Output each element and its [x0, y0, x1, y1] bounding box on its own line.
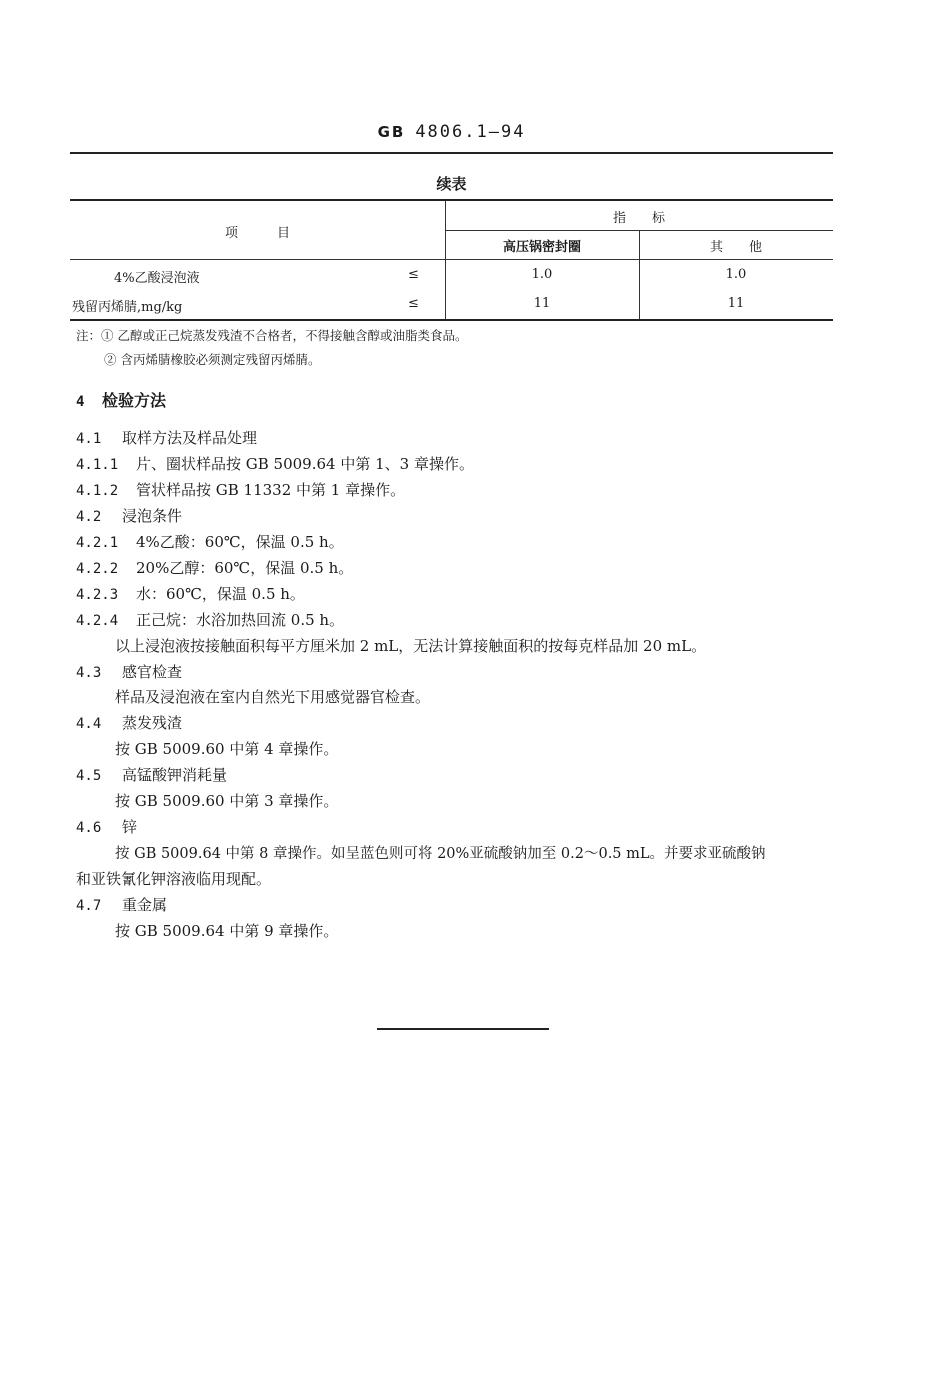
section-heading	[76, 388, 166, 411]
table-caption: 续表	[436, 175, 467, 193]
section-number: 4	[76, 394, 85, 410]
clause-4-6: 4.6 锌	[76, 818, 138, 836]
clause-4-4-body: 按 GB 5009.60 中第 4 章操作。	[115, 740, 339, 758]
row-value-other: 11	[727, 296, 745, 311]
row-value-seal-ring: 1.0	[531, 267, 553, 282]
clause-4-6-body-cont: 和亚铁氰化钾溶液临用现配。	[76, 870, 272, 888]
table-note-2: ② 含丙烯腈橡胶必须测定残留丙烯腈。	[104, 352, 321, 367]
header-rule	[70, 152, 833, 154]
clause-4-2-2: 4.2.2 20%乙醇：60℃，保温 0.5 h。	[76, 559, 354, 577]
clause-4-2-1: 4.2.1 4%乙酸：60℃，保温 0.5 h。	[76, 533, 344, 551]
column-header-item: 项 目	[224, 226, 290, 241]
clause-4-7: 4.7 重金属	[76, 896, 168, 914]
clause-4-1-2: 4.1.2 管状样品按 GB 11332 中第 1 章操作。	[76, 481, 406, 499]
clause-4-2-3: 4.2.3 水：60℃，保温 0.5 h。	[76, 585, 305, 603]
clause-4-1: 4.1 取样方法及样品处理	[76, 429, 258, 447]
row-operator: ≤	[408, 267, 419, 282]
standard-number: 4806.1—94	[415, 122, 526, 142]
clause-4-7-body: 按 GB 5009.64 中第 9 章操作。	[115, 922, 339, 940]
clause-4-6-body: 按 GB 5009.64 中第 8 章操作。如呈蓝色则可将 20%亚硫酸钠加至 0.2～0.5 mL。并要求亚硫酸钠	[115, 846, 766, 862]
clause-4-4: 4.4 蒸发残渣	[76, 714, 183, 732]
column-header-seal-ring: 高压锅密封圈	[502, 240, 581, 255]
limits-table	[70, 199, 833, 321]
row-operator: ≤	[408, 296, 419, 311]
end-rule	[377, 1028, 549, 1030]
row-name: 残留丙烯腈,mg/kg	[72, 300, 183, 315]
row-name: 4%乙酸浸泡液	[114, 271, 200, 286]
page-header	[70, 122, 833, 142]
row-value-other: 1.0	[725, 267, 747, 282]
clause-4-5-body: 按 GB 5009.60 中第 3 章操作。	[115, 792, 339, 810]
table-divider	[445, 230, 833, 231]
row-value-seal-ring: 11	[533, 296, 551, 311]
clause-4-2: 4.2 浸泡条件	[76, 507, 183, 525]
section-title: 检验方法	[102, 391, 167, 410]
clause-4-2-4: 4.2.4 正己烷：水浴加热回流 0.5 h。	[76, 611, 345, 629]
column-header-other: 其 他	[709, 240, 762, 255]
clause-4-5: 4.5 高锰酸钾消耗量	[76, 766, 228, 784]
clause-4-3: 4.3 感官检查	[76, 663, 183, 681]
clause-4-2-4-note: 以上浸泡液按接触面积每平方厘米加 2 mL，无法计算接触面积的按每克样品加 20 mL。	[115, 637, 707, 655]
standard-code: GB	[377, 123, 406, 141]
table-divider	[70, 259, 833, 260]
clause-4-1-1: 4.1.1 片、圈状样品按 GB 5009.64 中第 1、3 章操作。	[76, 455, 474, 473]
column-header-index: 指 标	[612, 211, 665, 226]
table-note-1: 注：① 乙醇或正己烷蒸发残渣不合格者，不得接触含醇或油脂类食品。	[76, 328, 468, 343]
clause-4-3-body: 样品及浸泡液在室内自然光下用感觉器官检查。	[115, 688, 431, 706]
